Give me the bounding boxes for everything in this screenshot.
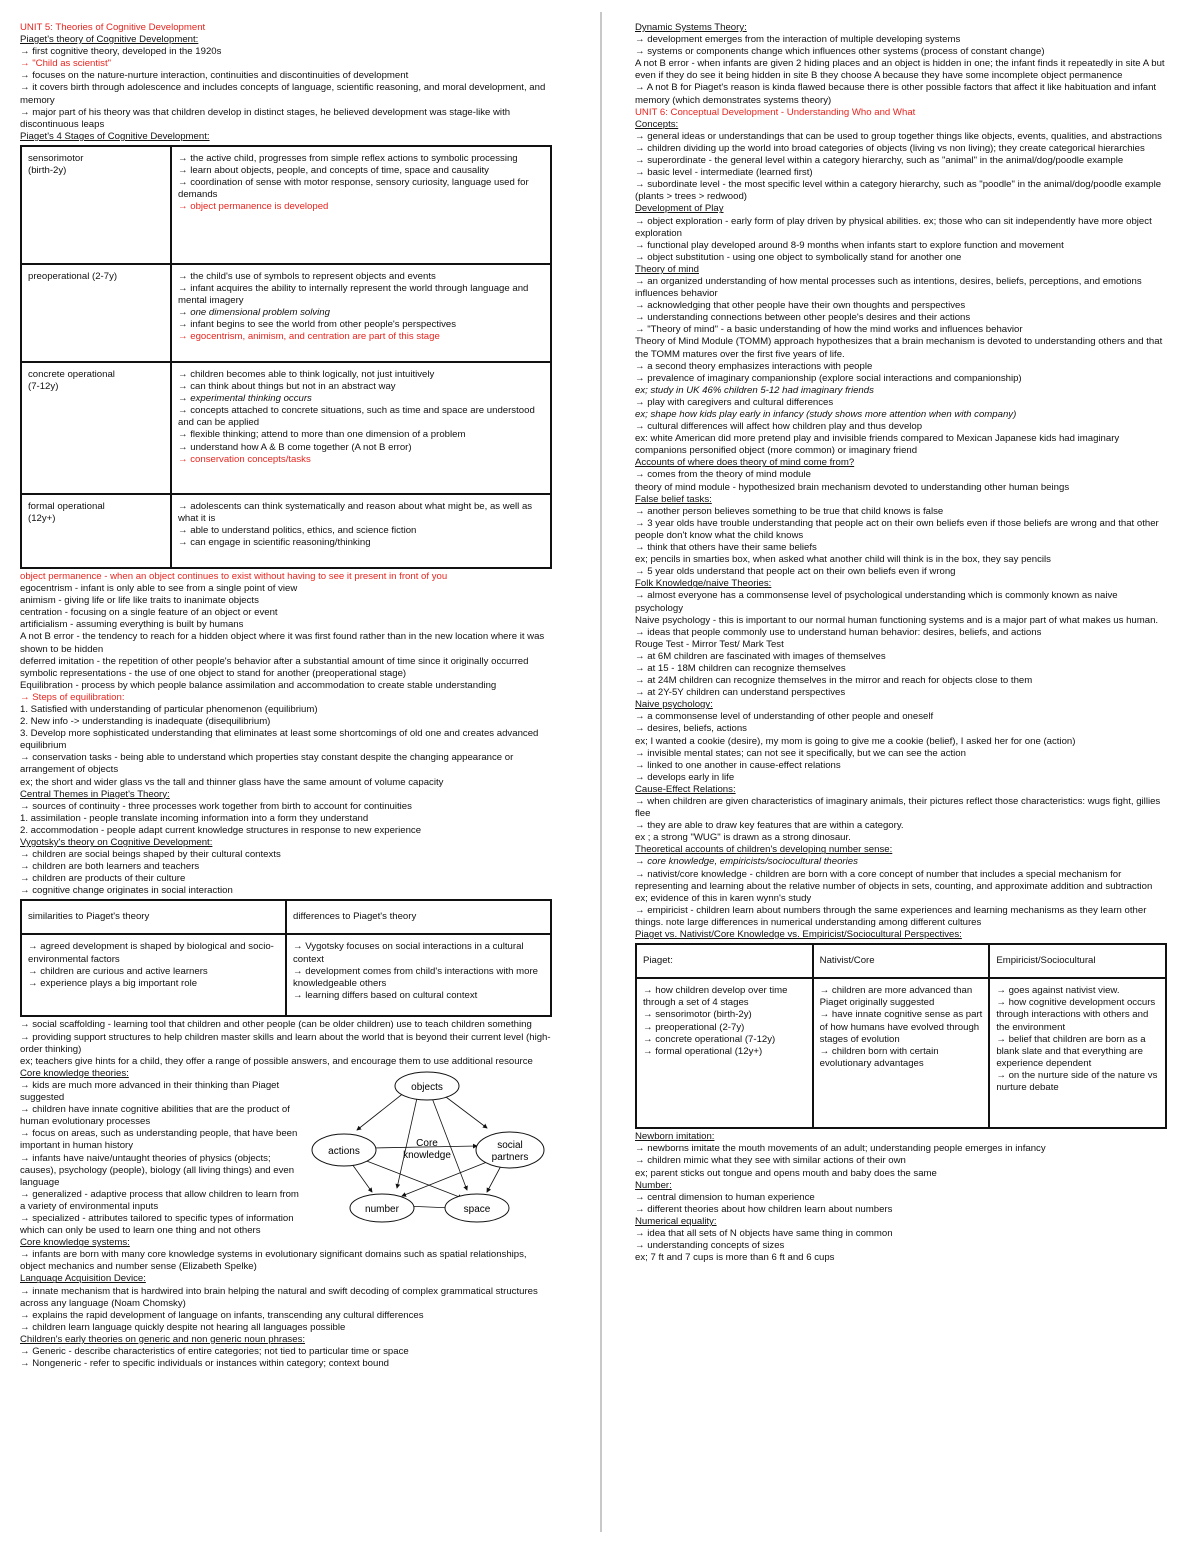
list-item: Rouge Test - Mirror Test/ Mark Test bbox=[635, 638, 784, 650]
perspectives-table bbox=[635, 943, 1167, 1129]
definition: 2. New info -> understanding is inadequate (disequilibrium) bbox=[20, 716, 271, 728]
concepts-heading: Concepts: bbox=[635, 118, 679, 130]
list-item: → newborns imitate the mouth movements of an adult; understanding people emerges in infancy bbox=[635, 1143, 1046, 1155]
list-item: → children learn language quickly despite not hearing all languages possible bbox=[20, 1321, 346, 1333]
diagram-node-social-line1: social bbox=[497, 1139, 523, 1151]
table-row bbox=[21, 362, 551, 494]
diagram-node-actions: actions bbox=[328, 1145, 360, 1157]
unit5-title: UNIT 5: Theories of Cognitive Development bbox=[20, 22, 206, 33]
table-row bbox=[636, 944, 1166, 978]
stage-name: formal operational (12y+) bbox=[21, 494, 171, 568]
list-item: → infants are born with many core knowledge systems in evolutionary significant domains such as spatial relationships, object mechanics and number sense (Elizabeth Spelke) bbox=[20, 1249, 527, 1273]
list-item: → at 2Y-5Y children can understand perspectives bbox=[635, 687, 846, 699]
vygotsky-heading: Vygotsky's theory on Cognitive Development: bbox=[20, 837, 213, 848]
list-item: → focus on areas, such as understanding people, that have been important in human history bbox=[20, 1128, 298, 1152]
list-item: → a second theory emphasizes interactions with people bbox=[635, 360, 873, 372]
list-item: ex; teachers give hints for a child, they offer a range of possible answers, and encourage them to use additional resource bbox=[20, 1055, 533, 1067]
list-item: → different theories about how children learn about numbers bbox=[635, 1203, 893, 1215]
table-cell: → goes against nativist view. → how cognitive development occurs through interactions with others and the environment → belief that children are born as a blank slate and that everything are experience dependent → on the nurture side of the nature vs nurture debate bbox=[989, 978, 1166, 1128]
list-item: → prevalence of imaginary companionship (explore social interactions and companionship) bbox=[635, 372, 1022, 384]
list-item: → an organized understanding of how mental processes such as intentions, desires, beliefs, perceptions, and emotions influences behavior bbox=[635, 275, 1142, 300]
list-item: → innate mechanism that is hardwired into brain helping the natural and swift decoding of complex grammatical structures across any language (Noam Chomsky) bbox=[20, 1285, 538, 1309]
list-item: → children are products of their culture bbox=[20, 873, 186, 885]
table-cell: → Vygotsky focuses on social interactions in a cultural context → development comes from child's interactions with more knowledgeable others → learning differs based on cultural context bbox=[286, 934, 551, 1016]
list-item: → "Child as scientist" bbox=[20, 58, 112, 70]
table-header: Piaget: bbox=[636, 944, 813, 978]
number-heading: Number: bbox=[635, 1179, 672, 1191]
dst-heading: Dynamic Systems Theory: bbox=[635, 22, 747, 33]
list-item: A not B error - when infants are given 2 hiding places and an object is hidden in one; the infant finds it repeatedly in site A but even if they do see it being hidden in site B they choose A because they have some incomplete object permanence bbox=[635, 58, 1165, 82]
list-item: → empiricist - children learn about numbers through the same experiences and learning mechanisms as they learn other things. note large differences in numerical understanding among different cultures bbox=[635, 904, 1147, 928]
diagram-center-line2: knowledge bbox=[403, 1149, 451, 1161]
lad-heading: Language Acquisition Device: bbox=[20, 1273, 146, 1285]
table-header: Empiricist/Sociocultural bbox=[989, 944, 1166, 978]
definition: symbolic representations - the use of one object to stand for another (preoperational stage) bbox=[20, 667, 407, 679]
list-item: → at 24M children can recognize themselves in the mirror and reach for objects close to them bbox=[635, 675, 1033, 687]
table-row bbox=[21, 494, 551, 568]
list-item: → children mimic what they see with similar actions of their own bbox=[635, 1155, 906, 1167]
list-item: → understanding connections between other people's desires and their actions bbox=[635, 312, 971, 324]
diagram-node-objects: objects bbox=[411, 1081, 443, 1093]
definition: object permanence - when an object continues to exist without having to see it present in front of you bbox=[20, 570, 448, 582]
diagram-center-line1: Core bbox=[416, 1137, 438, 1149]
list-item: → functional play developed around 8-9 months when infants start to explore function and movement bbox=[635, 239, 1064, 251]
list-item: → generalized - adaptive process that allow children to learn from a variety of environmental inputs bbox=[20, 1188, 299, 1212]
stage-points: → the active child, progresses from simple reflex actions to symbolic processing → learn about objects, people, and concepts of time, space and causality → coordination of sense with motor response, sensory curiosity, language used for demands → object permanence is developed bbox=[171, 146, 551, 264]
table-row bbox=[21, 900, 551, 934]
list-item: → central dimension to human experience bbox=[635, 1191, 815, 1203]
stage-name: preoperational (2-7y) bbox=[21, 264, 171, 362]
list-item: → basic level - intermediate (learned first) bbox=[635, 167, 813, 179]
table-header: differences to Piaget's theory bbox=[286, 900, 551, 934]
core-knowledge-heading: Core knowledge theories: bbox=[20, 1067, 129, 1079]
newborn-heading: Newborn imitation: bbox=[635, 1131, 715, 1143]
false-belief-heading: False belief tasks: bbox=[635, 493, 712, 505]
table-cell: → agreed development is shaped by biological and socio-environmental factors → children are curious and active learners → experience plays a big important role bbox=[21, 934, 286, 1016]
stage-points: → children becomes able to think logically, not just intuitively → can think about things but not in an abstract way → experimental thinking occurs → concepts attached to concrete situations, such as time and space are understood and can be applied → flexible thinking; attend to more than one dimension of a problem → understand how A & B come together (A not B error) → conservation concepts/tasks bbox=[171, 362, 551, 494]
list-item: → comes from the theory of mind module bbox=[635, 469, 811, 481]
list-item: → Generic - describe characteristics of entire categories; not tied to particular time or space bbox=[20, 1346, 409, 1357]
folk-heading: Folk Knowledge/naive Theories: bbox=[635, 578, 772, 590]
list-item: → providing support structures to help children master skills and learn about the world that is beyond their current level (high-order thinking) bbox=[20, 1031, 551, 1055]
cause-heading: Cause-Effect Relations: bbox=[635, 783, 736, 795]
list-item: → systems or components change which influences other systems (process of constant change) bbox=[635, 46, 1045, 58]
list-item: → subordinate level - the most specific level within a category hierarchy, such as "poodle" in the animal/dog/poodle example (plants > trees > redwood) bbox=[635, 179, 1162, 203]
list-item: ex; pencils in smarties box, when asked what another child will think is in the box, they say pencils bbox=[635, 554, 1051, 566]
naive-heading: Naive psychology: bbox=[635, 699, 713, 711]
definition: centration - focusing on a single feature of an object or event bbox=[20, 607, 278, 619]
list-item: → core knowledge, empiricists/sociocultural theories bbox=[635, 856, 858, 868]
list-item: → another person believes something to be true that child knows is false bbox=[635, 505, 944, 517]
table-header: Nativist/Core bbox=[813, 944, 990, 978]
piaget-heading: Piaget's theory of Cognitive Development: bbox=[20, 34, 199, 46]
column-divider bbox=[600, 12, 602, 1532]
list-item: → linked to one another in cause-effect relations bbox=[635, 759, 841, 771]
list-item: Naive psychology - this is important to our normal human functioning systems and is a major part of what makes us human. bbox=[635, 614, 1159, 626]
table-header: similarities to Piaget's theory bbox=[21, 900, 286, 934]
table-row bbox=[636, 978, 1166, 1128]
number-sense-heading: Theoretical accounts of children's developing number sense: bbox=[635, 844, 893, 856]
list-item: → superordinate - the general level within a category hierarchy, such as "animal" in the animal/dog/poodle example bbox=[635, 155, 1124, 167]
list-item: → children have innate cognitive abilities that are the product of human evolutionary processes bbox=[20, 1104, 290, 1128]
list-item: → it covers birth through adolescence and includes concepts of language, scientific reasoning, and moral development, and memory bbox=[20, 82, 546, 106]
piaget-stages-table bbox=[20, 145, 552, 569]
stages-heading: Piaget's 4 Stages of Cognitive Development: bbox=[20, 130, 210, 142]
list-item: → children are social beings shaped by their cultural contexts bbox=[20, 849, 281, 861]
list-item: → A not B for Piaget's reason is kinda flawed because there is other possible factors that affect it like habituation and infant memory (which demonstrates systems theory) bbox=[635, 82, 1157, 106]
list-item: ex; shape how kids play early in infancy (study shows more attention when with company) bbox=[635, 409, 1017, 420]
list-item: → "Theory of mind" - a basic understanding of how the mind works and influences behavior bbox=[635, 324, 1023, 336]
list-item: ex; 7 ft and 7 cups is more than 6 ft and 6 cups bbox=[635, 1252, 835, 1264]
diagram-node-number: number bbox=[365, 1203, 399, 1215]
tom-heading: Theory of mind bbox=[635, 263, 699, 275]
generic-heading: Children's early theories on generic and non generic noun phrases: bbox=[20, 1333, 306, 1345]
accounts-heading: Accounts of where does theory of mind come from? bbox=[635, 457, 855, 469]
list-item: ex; evidence of this in karen wynn's study bbox=[635, 892, 812, 904]
list-item: → nativist/core knowledge - children are born with a core concept of number that includes a special mechanism for representing and learning about the relative number of objects in sets, counting, and approximate addition and subtraction bbox=[635, 868, 1153, 892]
list-item: → play with caregivers and cultural differences bbox=[635, 396, 834, 408]
list-item: → kids are much more advanced in their thinking than Piaget suggested bbox=[20, 1079, 280, 1104]
list-item: → ideas that people commonly use to understand human behavior: desires, beliefs, and actions bbox=[635, 626, 1042, 638]
list-item: → at 6M children are fascinated with images of themselves bbox=[635, 650, 886, 662]
play-heading: Development of Play bbox=[635, 203, 724, 215]
diagram-center bbox=[403, 1138, 451, 1161]
definitions bbox=[20, 571, 552, 789]
list-item: → specialized - attributes tailored to specific types of information which can only be used to learn one thing and not others bbox=[20, 1212, 294, 1237]
stage-points: → adolescents can think systematically and reason about what might be, as well as what it is → able to understand politics, ethics, and science fiction → can engage in scientific reasoning/thinking bbox=[171, 494, 551, 568]
list-item: → idea that all sets of N objects have same thing in common bbox=[635, 1227, 893, 1239]
list-item: → major part of his theory was that children develop in distinct stages, he believed development was stage-like with discontinuous leaps bbox=[20, 106, 511, 130]
core-knowledge-diagram bbox=[302, 1068, 552, 1238]
definition: 3. Develop more sophisticated understanding that eliminates at least some shortcomings of old one and creates advanced equilibrium bbox=[20, 728, 539, 752]
list-item: → general ideas or understandings that can be used to group together things like objects, events, qualities, and abstractions bbox=[635, 130, 1162, 142]
list-item: → social scaffolding - learning tool that children and other people (can be older children) use to teach children something bbox=[20, 1019, 532, 1031]
list-item: → think that others have their same beliefs bbox=[635, 542, 817, 554]
stage-name: concrete operational (7-12y) bbox=[21, 362, 171, 494]
list-item: → explains the rapid development of language on infants, transcending any cultural differences bbox=[20, 1309, 424, 1321]
list-item: → Nongeneric - refer to specific individuals or instances within category; context bound bbox=[20, 1358, 390, 1370]
list-item: → invisible mental states; can not see it specifically, but we can see the action bbox=[635, 747, 966, 759]
list-item: → cognitive change originates in social interaction bbox=[20, 885, 233, 897]
definition: 1. Satisfied with understanding of particular phenomenon (equilibrium) bbox=[20, 703, 318, 715]
definition: A not B error - the tendency to reach for a hidden object where it was first found rather than in the new location where it was shown to be hidden bbox=[20, 631, 545, 655]
list-item: → first cognitive theory, developed in the 1920s bbox=[20, 46, 222, 58]
table-row bbox=[21, 146, 551, 264]
vygotsky-table bbox=[20, 899, 552, 1017]
stage-name: sensorimotor (birth-2y) bbox=[21, 146, 171, 264]
table-cell: → how children develop over time through a set of 4 stages → sensorimotor (birth-2y) → preoperational (2-7y) → concrete operational (7-12y) → formal operational (12y+) bbox=[636, 978, 813, 1128]
definition: → conservation tasks - being able to understand which properties stay constant despite the changing appearance or arrangement of objects bbox=[20, 752, 514, 776]
table-row bbox=[21, 264, 551, 362]
list-item: ex; study in UK 46% children 5-12 had imaginary friends bbox=[635, 384, 874, 396]
list-item: → acknowledging that other people have their own thoughts and perspectives bbox=[635, 300, 966, 312]
list-item: → development emerges from the interaction of multiple developing systems bbox=[635, 34, 961, 46]
stage-points: → the child's use of symbols to represent objects and events → infant acquires the ability to internally represent the world through language and mental imagery → one dimensional problem solving → infant begins to see the world from other people's perspectives → egocentrism, animism, and centration are part of this stage bbox=[171, 264, 551, 362]
list-item: ex; parent sticks out tongue and opens mouth and baby does the same bbox=[635, 1167, 937, 1179]
list-item: → cultural differences will affect how children play and thus develop bbox=[635, 421, 923, 433]
list-item: → when children are given characteristics of imaginary animals, their pictures reflect those characteristics: wugs fight, gillies flee bbox=[635, 796, 1161, 820]
list-item: → 5 year olds understand that people act on their own beliefs even if wrong bbox=[635, 566, 956, 578]
definition: ex; the short and wider glass vs the tall and thinner glass have the same amount of volume capacity bbox=[20, 776, 444, 788]
list-item: → object exploration - early form of play driven by physical abilities. ex; those who can sit independently have more object exploration bbox=[635, 215, 1152, 239]
definition: artificialism - assuming everything is built by humans bbox=[20, 619, 244, 631]
list-item: 2. accommodation - people adapt current knowledge structures in response to new experience bbox=[20, 824, 422, 836]
list-item: → desires, beliefs, actions bbox=[635, 723, 747, 735]
definition: Equilibration - process by which people balance assimilation and accommodation to create stable understanding bbox=[20, 679, 497, 691]
list-item: → almost everyone has a commonsense level of psychological understanding which is commonly known as naive psychology bbox=[635, 590, 1118, 614]
core-knowledge-points bbox=[20, 1080, 300, 1237]
equality-heading: Numerical equality: bbox=[635, 1215, 717, 1227]
list-item: → a commonsense level of understanding of other people and oneself bbox=[635, 711, 934, 723]
list-item: → focuses on the nature-nurture interaction, continuities and discontinuities of development bbox=[20, 70, 409, 82]
list-item: ex; I wanted a cookie (desire), my mom is going to give me a cookie (belief), I asked her for one (action) bbox=[635, 735, 1076, 747]
list-item: 1. assimilation - people translate incoming information into a form they understand bbox=[20, 812, 369, 824]
left-column bbox=[20, 22, 552, 1370]
list-item: → at 15 - 18M children can recognize themselves bbox=[635, 662, 846, 674]
table-cell: → children are more advanced than Piaget originally suggested → have innate cognitive sense as part of how humans have evolved through stages of evolution → children born with certain evolutionary advantages bbox=[813, 978, 990, 1128]
list-item: ex ; a strong "WUG" is drawn as a strong dinosaur. bbox=[635, 832, 851, 844]
list-item: → understanding concepts of sizes bbox=[635, 1240, 785, 1252]
list-item: → children are both learners and teachers bbox=[20, 861, 200, 873]
diagram-node-social-line2: partners bbox=[491, 1151, 529, 1163]
diagram-node-space: space bbox=[463, 1203, 491, 1215]
unit6-title: UNIT 6: Conceptual Development - Understanding Who and What bbox=[635, 106, 916, 118]
list-item: Theory of Mind Module (TOMM) approach hypothesizes that a brain mechanism is devoted to understanding others and that the TOMM matures over the first five years of life. bbox=[635, 336, 1163, 360]
definition: deferred imitation - the repetition of other people's behavior after a substantial amount of time since it originally occurred bbox=[20, 655, 529, 667]
list-item: → sources of continuity - three processes work together from birth to account for continuities bbox=[20, 800, 412, 812]
compare-heading: Piaget vs. Nativist/Core Knowledge vs. Empiricist/Sociocultural Perspectives: bbox=[635, 929, 962, 941]
cks-heading: Core knowledge systems: bbox=[20, 1237, 130, 1249]
list-item: → infants have naive/untaught theories of physics (objects; causes), psychology (people), biology (all living things) and even language bbox=[20, 1152, 295, 1188]
list-item: → develops early in life bbox=[635, 771, 735, 783]
list-item: theory of mind module - hypothesized brain mechanism devoted to understanding other human beings bbox=[635, 481, 1070, 493]
list-item: → 3 year olds have trouble understanding that people act on their own beliefs even if those beliefs are wrong and that other people don't know what the child knows bbox=[635, 517, 1159, 541]
list-item: → object substitution - using one object to symbolically stand for another one bbox=[635, 251, 962, 263]
piaget-intro bbox=[20, 46, 552, 131]
central-heading: Central Themes in Piaget's Theory: bbox=[20, 788, 170, 800]
right-column bbox=[635, 22, 1167, 1264]
definition: egocentrism - infant is only able to see from a single point of view bbox=[20, 583, 298, 595]
list-item: → children dividing up the world into broad categories of objects (living vs non living); they create categorical hierarchies bbox=[635, 142, 1145, 154]
table-row bbox=[21, 934, 551, 1016]
list-item: ex: white American did more pretend play and invisible friends compared to Mexican Japanese kids had imaginary companions personified object (more common) or imaginary friend bbox=[635, 433, 1120, 457]
core-knowledge-section bbox=[20, 1068, 552, 1237]
list-item: → they are able to draw key features that are within a category. bbox=[635, 820, 904, 832]
definition: → Steps of equilibration: bbox=[20, 691, 125, 703]
definition: animism - giving life or life like traits to inanimate objects bbox=[20, 595, 259, 607]
